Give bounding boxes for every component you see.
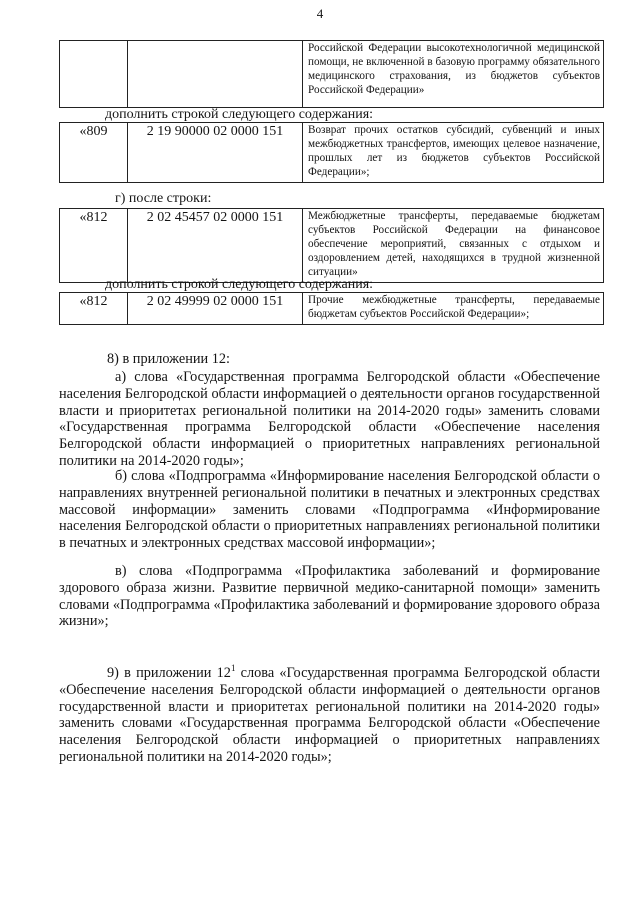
table-row [60,293,604,325]
section-9-superscript: 1 [230,663,236,674]
table-cell-code: «812 [60,293,128,325]
table-cell-code: «812 [60,209,128,283]
amendment-table-809 [59,122,604,183]
page-number: 4 [316,6,324,21]
add-row-label-2: дополнить строкой следующего содержания: [105,277,374,292]
table-cell-code [60,41,128,108]
after-row-label: г) после строки: [115,191,212,206]
table-cell-description: Возврат прочих остатков субсидий, субвенций и иных межбюджетных трансфертов, имеющих целевое назначение, прошлых лет из бюджетов субъектов Российской Федерации»; [303,123,604,183]
table-cell-kbk [128,41,303,108]
table-row [60,41,604,108]
table-cell-kbk: 2 02 49999 02 0000 151 [128,293,303,325]
amendment-table-812-b [59,292,604,325]
section-8-item-v: в) слова «Подпрограмма «Профилактика заболеваний и формирование здорового образа жизни. Развитие первичной медико-санитарной помощи» заменить словами «Подпрограмма «Профилактика заболеваний и формирование здорового образа жизни»; [59,563,600,630]
table-row [60,123,604,183]
amendment-table-812-a [59,208,604,283]
section-9-start: 9) в приложении 12 [107,665,231,681]
table-row [60,209,604,283]
section-9-rest: слова «Государственная программа Белгородской области «Обеспечение населения Белгородской области информацией о деятельности органов государственной власти и приоритетах региональной политики на 2014-2020 годы» заменить словами «Государственная программа Белгородской области «Обеспечение населения Белгородской области информацией о приоритетных направлениях региональной политики на 2014-2020 годы»; [59,665,600,765]
table-cell-kbk: 2 02 45457 02 0000 151 [128,209,303,283]
table-cell-description: Межбюджетные трансферты, передаваемые бюджетам субъектов Российской Федерации на финансовое обеспечение мероприятий, связанных с отдыхом и оздоровлением детей, находящихся в трудной жизненной ситуации» [303,209,604,283]
amendment-table-continued [59,40,604,108]
section-9 [59,665,600,766]
table-cell-description: Прочие межбюджетные трансферты, передаваемые бюджетам субъектов Российской Федерации»; [303,293,604,325]
section-8-heading: 8) в приложении 12: [107,351,231,367]
table-cell-code: «809 [60,123,128,183]
section-8-item-b: б) слова «Подпрограмма «Информирование населения Белгородской области о направлениях внутренней региональной политики в печатных и электронных средствах массовой информации» заменить словами «Подпрограмма «Информирование населения Белгородской области о приоритетных направлениях региональной политики в печатных и электронных средствах массовой информации»; [59,468,600,552]
section-8-item-a: а) слова «Государственная программа Белгородской области «Обеспечение населения Белгородской области информацией о деятельности органов государственной власти и приоритетах региональной политики на 2014-2020 годы» заменить словами «Государственная программа Белгородской области «Обеспечение населения Белгородской области информацией о приоритетных направлениях региональной политики на 2014-2020 годы»; [59,369,600,469]
table-cell-kbk: 2 19 90000 02 0000 151 [128,123,303,183]
add-row-label: дополнить строкой следующего содержания: [105,107,374,122]
table-cell-description: Российской Федерации высокотехнологичной медицинской помощи, не включенной в базовую программу обязательного медицинского страхования, из бюджетов субъектов Российской Федерации» [303,41,604,108]
